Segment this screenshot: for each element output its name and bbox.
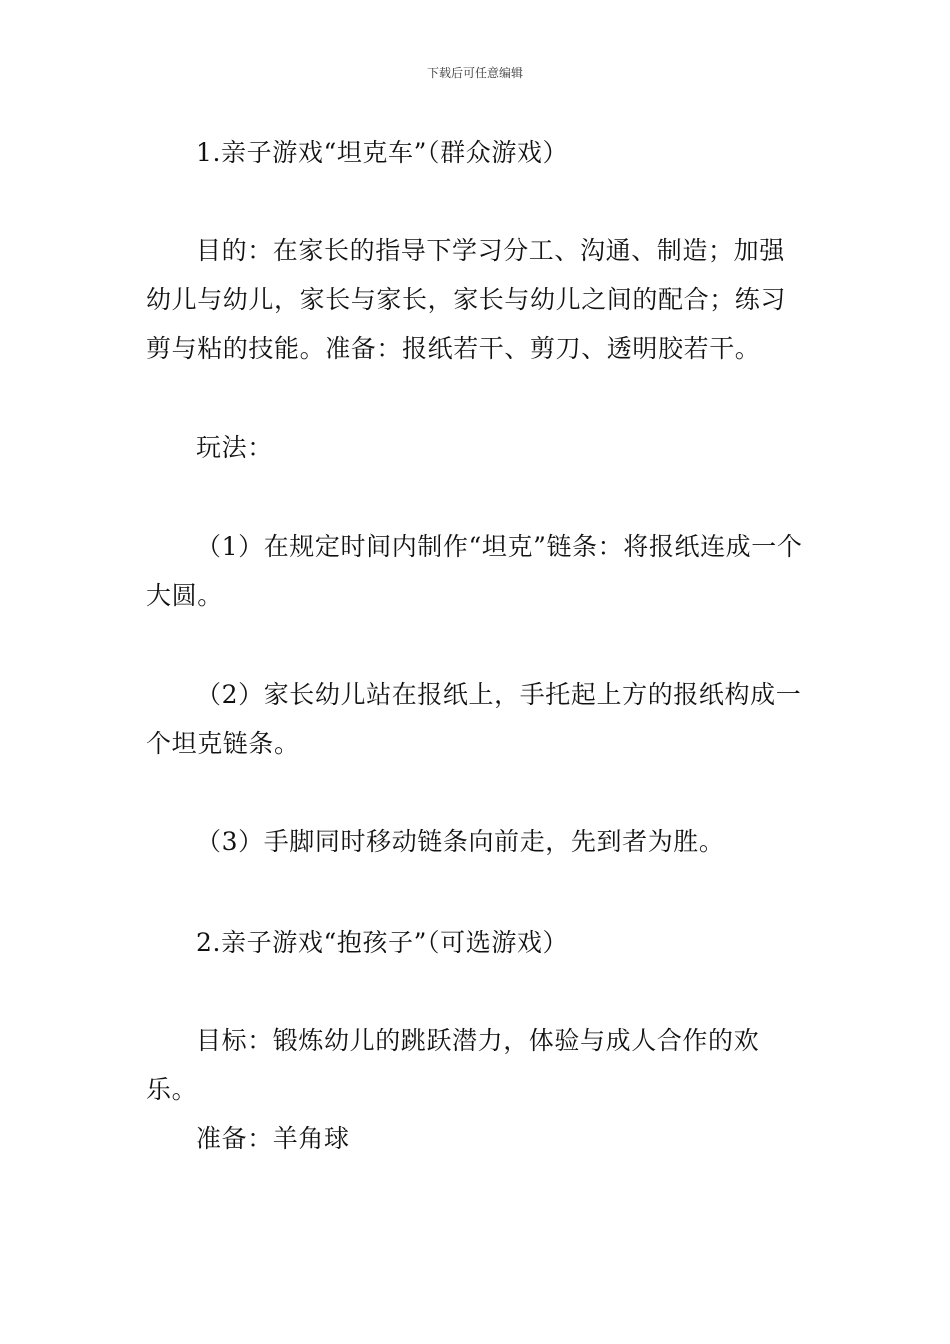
paragraph-goal: 目标：锻炼幼儿的跳跃潜力，体验与成人合作的欢乐。 — [146, 1026, 760, 1104]
paragraph-how-to-play: 玩法： — [196, 433, 273, 462]
paragraph-purpose: 目的：在家长的指导下学习分工、沟通、制造；加强幼儿与幼儿，家长与家长，家长与幼儿之间的配合；练习剪与粘的技能。准备：报纸若干、剪刀、透明胶若干。 — [146, 236, 787, 363]
paragraph-step-3: （3）手脚同时移动链条向前走，先到者为胜。 — [196, 827, 725, 856]
section-heading-tank-game: 1.亲子游戏“坦克车”（群众游戏） — [196, 138, 569, 167]
page-header: 下载后可任意编辑 — [426, 66, 523, 80]
paragraph-step-1: （1）在规定时间内制作“坦克”链条：将报纸连成一个大圆。 — [146, 532, 803, 610]
paragraph-step-2: （2）家长幼儿站在报纸上，手托起上方的报纸构成一个坦克链条。 — [146, 680, 802, 758]
section-heading-hug-child-game: 2.亲子游戏“抱孩子”（可选游戏） — [196, 928, 569, 957]
paragraph-preparation: 准备：羊角球 — [196, 1124, 350, 1153]
